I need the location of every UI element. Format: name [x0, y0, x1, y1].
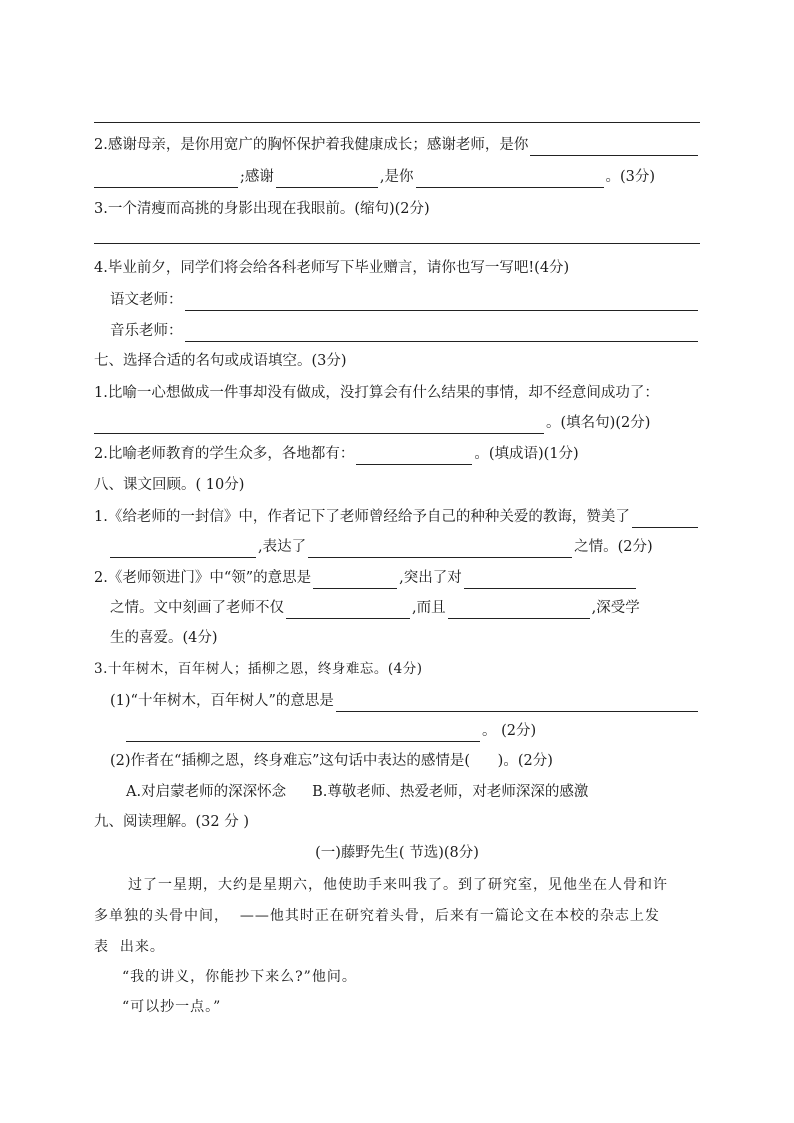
question-text: ,深受学	[591, 600, 640, 616]
question-text: 2.感谢母亲，是你用宽广的胸怀保护着我健康成长；感谢老师，是你	[94, 137, 529, 153]
question-text: 生的喜爱。(4分)	[110, 630, 218, 646]
answer-blank[interactable]	[110, 539, 256, 558]
question-2-line2	[94, 166, 700, 188]
option-b[interactable]: B.尊敬老师、热爱老师，对老师深深的感激	[312, 784, 589, 800]
section-7-q1-answer	[94, 412, 700, 434]
question-text: 。(3分)	[605, 169, 656, 185]
answer-blank[interactable]	[126, 723, 480, 742]
question-text: 。(填成语)(1分)	[474, 446, 579, 462]
answer-line[interactable]	[94, 122, 700, 123]
answer-blank[interactable]	[94, 415, 544, 434]
section-9-title	[94, 811, 700, 833]
answer-line[interactable]	[94, 243, 700, 244]
option-a[interactable]: A.对启蒙老师的深深怀念	[126, 784, 287, 800]
passage-text: “我的讲义，你能抄下来么?”他问。	[122, 969, 357, 985]
answer-blank[interactable]	[286, 600, 410, 619]
section-8-title	[94, 474, 700, 496]
section-8-q3	[94, 658, 700, 680]
answer-blank[interactable]	[356, 446, 472, 465]
question-2-line1	[94, 134, 700, 156]
section-8-q3-sub1	[110, 690, 700, 712]
answer-blank[interactable]	[464, 570, 636, 589]
answer-blank[interactable]	[632, 509, 698, 528]
passage-line	[122, 966, 700, 988]
field-label: 音乐老师：	[110, 323, 183, 339]
section-8-q2-line1	[94, 567, 700, 589]
question-text: ,是你	[379, 169, 414, 185]
question-text: 3.一个清瘦而高挑的身影出现在我眼前。(缩句)(2分)	[94, 201, 430, 217]
answer-blank[interactable]	[185, 323, 699, 342]
passage-line	[128, 874, 700, 896]
question-text: ,表达了	[258, 539, 307, 555]
answer-blank[interactable]	[185, 292, 699, 311]
passage-title-row	[94, 842, 700, 864]
answer-blank[interactable]	[416, 169, 604, 188]
section-8-q3-options	[126, 781, 700, 803]
question-text: (1)“十年树木，百年树人”的意思是	[110, 693, 334, 709]
passage-text: 过了一星期，大约是星期六，他使助手来叫我了。到了研究室，见他坐在人骨和许	[128, 877, 668, 893]
question-4	[94, 257, 700, 279]
section-8-q2-line2	[110, 597, 700, 619]
chinese-teacher-row	[110, 289, 700, 311]
question-text: 之情。文中刻画了老师不仅	[110, 600, 284, 616]
section-8-q1-line2	[110, 536, 700, 558]
question-text: 1.比喻一心想做成一件事却没有做成，没打算会有什么结果的事情，却不经意间成功了：	[94, 385, 659, 401]
question-text: 2.《老师领进门》中“领”的意思是	[94, 570, 312, 586]
question-text: ,而且	[412, 600, 446, 616]
answer-blank[interactable]	[94, 169, 238, 188]
passage-title: (一)藤野先生( 节选)(8分)	[315, 845, 479, 861]
answer-blank[interactable]	[313, 570, 397, 589]
answer-blank[interactable]	[308, 539, 572, 558]
answer-blank[interactable]	[276, 169, 378, 188]
question-3	[94, 198, 700, 220]
answer-blank[interactable]	[336, 693, 698, 712]
question-text: 3.十年树木，百年树人；插柳之恩，终身难忘。(4分)	[94, 661, 423, 677]
section-7-q2	[94, 443, 700, 465]
question-text: ,突出了对	[399, 570, 462, 586]
section-7-title	[94, 350, 700, 372]
passage-line	[94, 936, 700, 958]
passage-line	[122, 996, 700, 1018]
section-7-q1	[94, 382, 700, 404]
passage-text: 表 出来。	[94, 939, 165, 955]
field-label: 语文老师：	[110, 292, 183, 308]
question-text: 。(填名句)(2分)	[546, 415, 651, 431]
section-8-q3-sub1-answer	[126, 720, 700, 742]
section-8-q2-line3	[110, 627, 700, 649]
question-text: (2)作者在“插柳之恩，终身难忘”这句话中表达的感情是( )。(2分)	[110, 753, 553, 769]
question-text: 1.《给老师的一封信》中，作者记下了老师曾经给予自己的种种关爱的教诲，赞美了	[94, 509, 630, 525]
passage-text: 多单独的头骨中间， ——他其时正在研究着头骨，后来有一篇论文在本校的杂志上发	[94, 908, 660, 924]
question-text: 4.毕业前夕，同学们将会给各科老师写下毕业赠言，请你也写一写吧!(4分)	[94, 260, 570, 276]
question-text: 之情。(2分)	[574, 539, 653, 555]
answer-blank[interactable]	[448, 600, 590, 619]
question-text: 2.比喻老师教育的学生众多，各地都有：	[94, 446, 355, 462]
section-title: 八、课文回顾。( 10分)	[94, 477, 245, 493]
section-8-q3-sub2	[110, 750, 700, 772]
section-8-q1-line1	[94, 506, 700, 528]
question-text: ;感谢	[240, 169, 274, 185]
section-title: 七、选择合适的名句或成语填空。(3分)	[94, 353, 347, 369]
section-title: 九、阅读理解。(32 分 )	[94, 814, 249, 830]
music-teacher-row	[110, 320, 700, 342]
question-text: 。 (2分)	[482, 723, 537, 739]
answer-blank[interactable]	[530, 137, 698, 156]
passage-line	[94, 905, 700, 927]
passage-text: “可以抄一点。”	[122, 999, 222, 1015]
